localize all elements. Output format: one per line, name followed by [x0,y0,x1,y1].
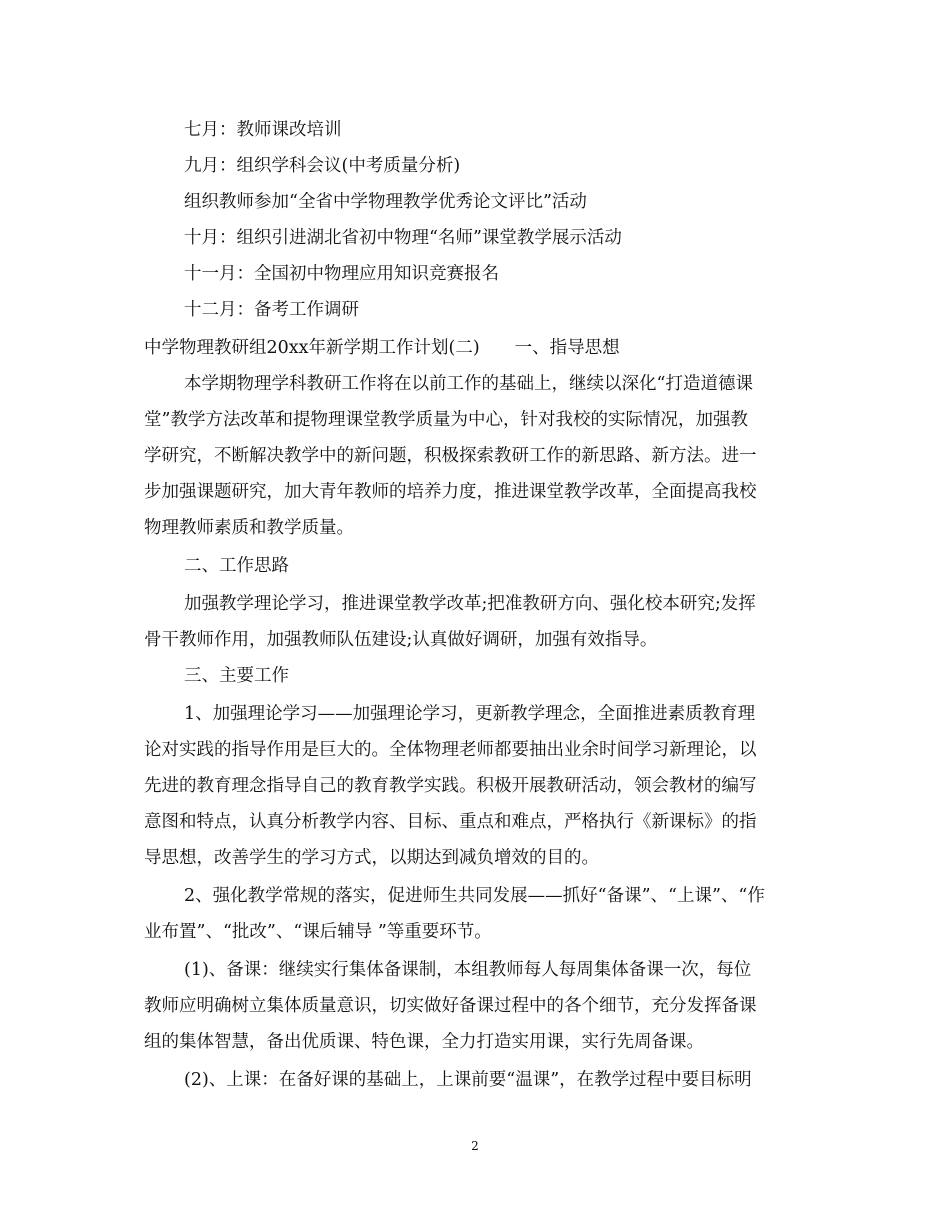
text-line: 七月：教师课改培训 [184,120,342,140]
text-line: 步加强课题研究，加大青年教师的培养力度，推进课堂教学改革，全面提高我校 [144,482,757,502]
text-line: 论对实践的指导作用是巨大的。全体物理老师都要抽出业余时间学习新理论，以 [144,740,757,760]
text-line: 组织教师参加“全省中学物理教学优秀论文评比”活动 [184,192,587,212]
text-line: 骨干教师作用，加强教师队伍建设;认真做好调研，加强有效指导。 [144,630,658,650]
text-line: 学研究，不断解决教学中的新问题，积极探索教研工作的新思路、新方法。进一 [144,446,757,466]
text-line: 十月：组织引进湖北省初中物理“名师”课堂教学展示活动 [184,228,622,248]
text-line: 十一月：全国初中物理应用知识竞赛报名 [184,264,499,284]
text-line: 组的集体智慧，备出优质课、特色课，全力打造实用课，实行先周备课。 [144,1032,704,1052]
section-title: 中学物理教研组20xx年新学期工作计划(二) 一、指导思想 [144,338,620,358]
text-line: 物理教师素质和教学质量。 [144,518,354,538]
text-line: 加强教学理论学习，推进课堂教学改革;把准教研方向、强化校本研究;发挥 [184,594,756,614]
text-line: (1)、备课：继续实行集体备课制，本组教师每人每周集体备课一次，每位 [184,960,752,980]
text-line: 1、加强理论学习——加强理论学习，更新教学理念，全面推进素质教育理 [184,704,756,724]
text-line: 意图和特点，认真分析教学内容、目标、重点和难点，严格执行《新课标》的指 [144,812,757,832]
text-line: 本学期物理学科教研工作将在以前工作的基础上，继续以深化“打造道德课 [184,374,753,394]
text-line: 2、强化教学常规的落实，促进师生共同发展——抓好“备课”、“上课”、“作 [184,886,765,906]
section-heading: 三、主要工作 [184,666,289,686]
text-line: (2)、上课：在备好课的基础上，上课前要“温课”，在教学过程中要目标明 [184,1070,752,1090]
text-line: 堂”教学方法改革和提物理课堂教学质量为中心，针对我校的实际情况，加强教 [144,410,748,430]
text-line: 教师应明确树立集体质量意识，切实做好备课过程中的各个细节，充分发挥备课 [144,996,757,1016]
text-line: 九月：组织学科会议(中考质量分析) [184,156,461,176]
text-line: 业布置”、“批改”、“课后辅导 ”等重要环节。 [144,922,492,942]
page-number: 2 [471,1139,479,1153]
text-line: 导思想，改善学生的学习方式，以期达到减负增效的目的。 [144,848,599,868]
text-line: 十二月：备考工作调研 [184,300,359,320]
section-heading: 二、工作思路 [184,556,289,576]
text-line: 先进的教育理念指导自己的教育教学实践。积极开展教研活动，领会教材的编写 [144,776,757,796]
